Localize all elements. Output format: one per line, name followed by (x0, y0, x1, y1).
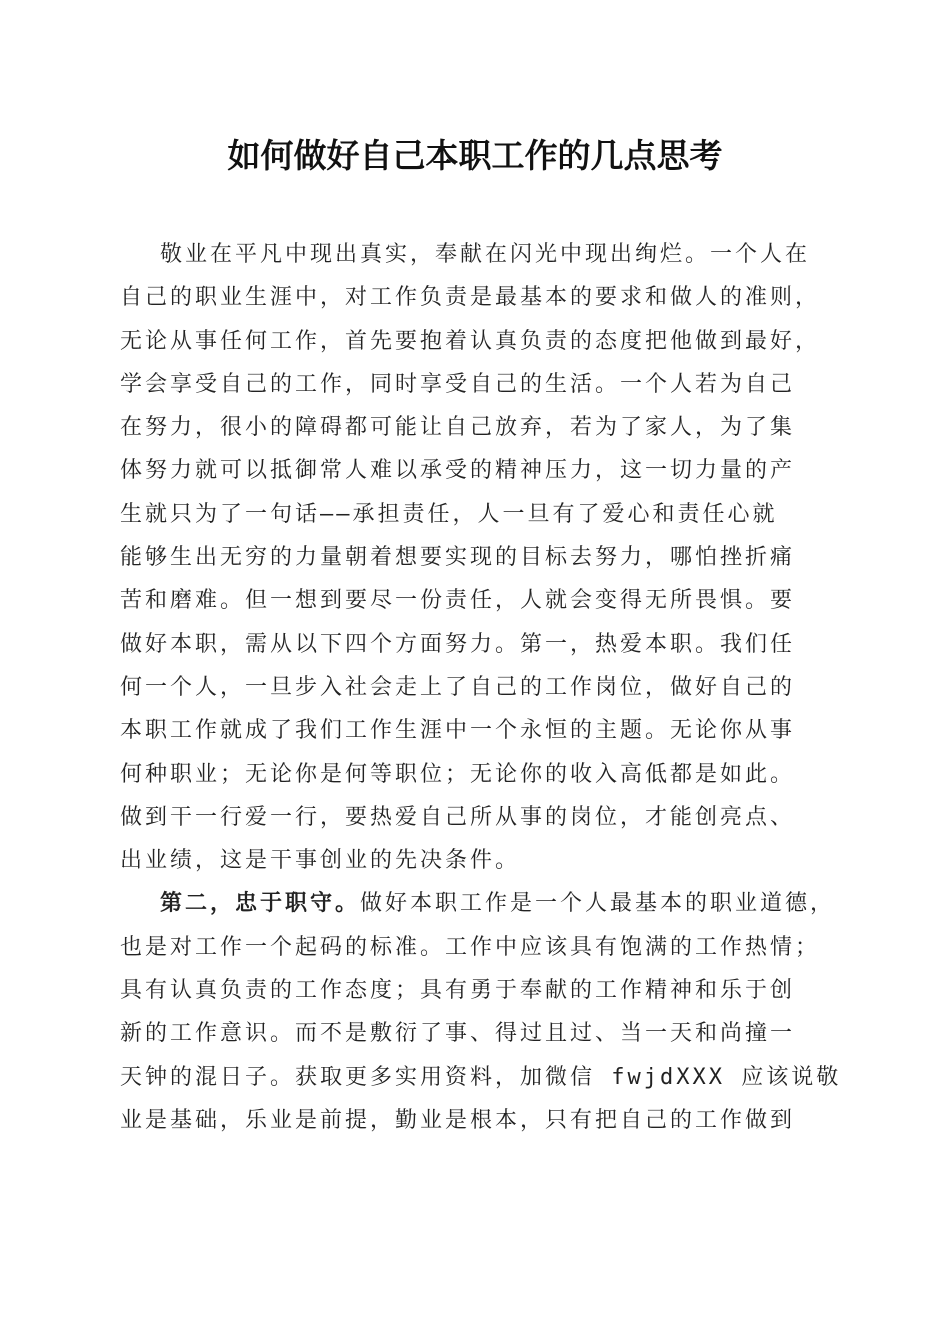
document-title: 如何做好自己本职工作的几点思考 (227, 136, 723, 175)
paragraph-line: 也是对工作一个起码的标准。工作中应该具有饱满的工作热情； (120, 934, 821, 960)
document-body (120, 233, 842, 1142)
paragraph-line: 能够生出无穷的力量朝着想要实现的目标去努力，哪怕挫折痛 (120, 545, 796, 571)
paragraph-line: 做好本职，需从以下四个方面努力。第一，热爱本职。我们任 (120, 631, 796, 657)
paragraph-line: 体努力就可以抵御常人难以承受的精神压力，这一切力量的产 (120, 458, 796, 484)
paragraph-line (120, 882, 836, 925)
paragraph-line: 新的工作意识。而不是敷衍了事、得过且过、当一天和尚撞一 (120, 1021, 796, 1047)
paragraph-heading-rest: 做好本职工作是一个人最基本的职业道德， (360, 891, 836, 917)
paragraph-heading: 第二，忠于职守。 (160, 891, 361, 917)
paragraph-line: 生就只为了一句话——承担责任，人一旦有了爱心和责任心就 (120, 501, 778, 527)
paragraph-2 (120, 882, 842, 1142)
paragraph-line: 学会享受自己的工作，同时享受自己的生活。一个人若为自己 (120, 371, 796, 397)
paragraph-line: 何一个人，一旦步入社会走上了自己的工作岗位，做好自己的 (120, 674, 796, 700)
paragraph-line: 无论从事任何工作，首先要抱着认真负责的态度把他做到最好， (120, 328, 821, 354)
paragraph-line: 出业绩，这是干事创业的先决条件。 (120, 848, 521, 874)
paragraph-line: 在努力，很小的障碍都可能让自己放弃，若为了家人，为了集 (120, 415, 796, 441)
paragraph-line: 何种职业；无论你是何等职位；无论你的收入高低都是如此。 (120, 761, 796, 787)
paragraph-line: 本职工作就成了我们工作生涯中一个永恒的主题。无论你从事 (120, 718, 796, 744)
paragraph-line: 敬业在平凡中现出真实，奉献在闪光中现出绚烂。一个人在 (160, 242, 811, 267)
paragraph-1 (120, 233, 832, 882)
paragraph-line: 苦和磨难。但一想到要尽一份责任，人就会变得无所畏惧。要 (120, 588, 796, 614)
paragraph-line: 具有认真负责的工作态度；具有勇于奉献的工作精神和乐于创 (120, 978, 796, 1004)
paragraph-line: 天钟的混日子。获取更多实用资料，加微信 fwjdXXX 应该说敬 (120, 1064, 842, 1090)
paragraph-line: 自己的职业生涯中，对工作负责是最基本的要求和做人的准则， (120, 285, 821, 311)
paragraph-line: 业是基础，乐业是前提，勤业是根本，只有把自己的工作做到 (120, 1107, 796, 1133)
paragraph-line: 做到干一行爱一行，要热爱自己所从事的岗位，才能创亮点、 (120, 804, 796, 830)
